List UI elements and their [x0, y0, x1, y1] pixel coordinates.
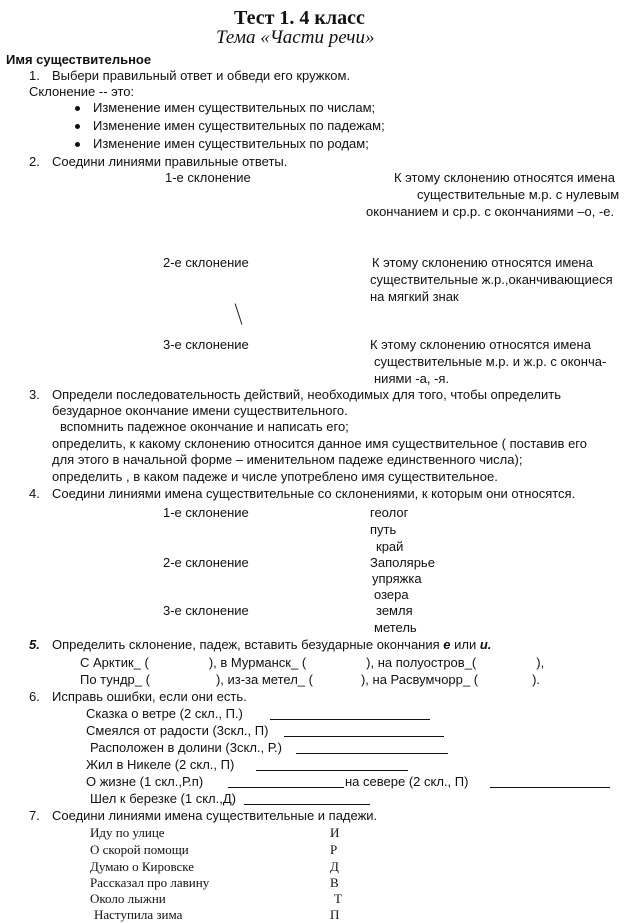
noun-word[interactable]: озера [374, 587, 409, 602]
question-number: 3. [29, 387, 40, 402]
page-subtitle: Тема «Части речи» [216, 27, 375, 48]
definition-line[interactable]: на мягкий знак [370, 289, 459, 304]
action-step[interactable]: определить , в каком падеже и числе употреблено имя существительное. [52, 469, 498, 484]
action-step[interactable]: вспомнить падежное окончание и написать его; [60, 419, 349, 434]
fill-blank[interactable]: ), на Расвумчорр_ ( [360, 672, 479, 687]
noun-word[interactable]: Заполярье [370, 555, 435, 570]
case-letter[interactable]: П [330, 907, 340, 922]
answer-line[interactable] [228, 787, 344, 788]
definition-line[interactable]: существительные м.р. и ж.р. с оконча- [374, 354, 607, 369]
definition-line[interactable]: существительные м.р. с нулевым [417, 187, 620, 202]
answer-line[interactable] [490, 787, 610, 788]
case-letter[interactable]: Т [334, 891, 342, 906]
fill-row-2 [80, 672, 540, 688]
answer-option[interactable]: Изменение имен существительных по родам; [93, 136, 369, 151]
answer-line[interactable] [284, 736, 444, 737]
question-lead: Склонение -- это: [29, 84, 135, 99]
answer-option[interactable]: Изменение имен существительных по падежам; [93, 118, 385, 133]
case-letter[interactable]: В [330, 875, 339, 890]
pencil-mark-icon [235, 303, 243, 324]
question-text [52, 637, 491, 653]
action-step-cont: для этого в начальной форме – именительном падеже единственного числа); [52, 452, 523, 467]
answer-option[interactable]: Изменение имен существительных по числам; [93, 100, 376, 115]
question-text: Выбери правильный ответ и обведи его кружком. [52, 68, 351, 83]
question-text: безударное окончание имени существительного. [52, 403, 348, 418]
letter-i: и. [479, 637, 492, 652]
answer-line[interactable] [296, 753, 448, 754]
page-title: Тест 1. 4 класс [234, 7, 365, 29]
fill-blank[interactable]: ). [532, 672, 541, 687]
question-text: Соедини линиями имена существительные со склонениями, к которым они относятся. [52, 486, 576, 501]
correction-item: на севере (2 скл., П) [345, 774, 469, 789]
fill-blank[interactable]: ), [536, 655, 545, 670]
declension-label[interactable]: 3-е склонение [163, 337, 249, 352]
noun-word[interactable]: край [376, 539, 404, 554]
fill-blank[interactable]: С Арктик_ ( [80, 655, 149, 670]
question-number: 4. [29, 486, 40, 501]
correction-item: Сказка о ветре (2 скл., П.) [86, 706, 243, 721]
answer-line[interactable] [270, 719, 430, 720]
bullet-icon [75, 124, 80, 129]
definition-line[interactable]: окончанием и ср.р. с окончаниями –о, -е. [366, 204, 615, 219]
question-text: Соедини линиями имена существительные и падежи. [52, 808, 378, 823]
action-step[interactable]: определить, к какому склонению относится данное имя существительное ( поставив его [52, 436, 587, 451]
declension-label[interactable]: 3-е склонение [163, 603, 249, 618]
fill-row-1 [80, 655, 544, 671]
phrase-item[interactable]: Около лыжни [90, 891, 166, 906]
fill-blank[interactable]: ), из-за метел_ ( [215, 672, 313, 687]
question-text: Исправь ошибки, если они есть. [52, 689, 247, 704]
correction-item: О жизне (1 скл.,Р.п) [86, 774, 204, 789]
definition-line[interactable]: К этому склонению относятся имена [370, 337, 591, 352]
answer-line[interactable] [256, 770, 408, 771]
phrase-item[interactable]: Наступила зима [94, 907, 183, 922]
correction-item: Расположен в долини (3скл., Р.) [90, 740, 282, 755]
question-number: 6. [29, 689, 40, 704]
phrase-item[interactable]: Иду по улице [90, 825, 165, 840]
noun-word[interactable]: земля [376, 603, 413, 618]
declension-label[interactable]: 1-е склонение [165, 170, 251, 185]
noun-word[interactable]: упряжка [372, 571, 422, 586]
definition-line[interactable]: ниями -а, -я. [374, 371, 450, 386]
question-number: 2. [29, 154, 40, 169]
answer-line[interactable] [244, 804, 370, 805]
definition-line[interactable]: К этому склонению относятся имена [394, 170, 615, 185]
phrase-item[interactable]: О скорой помощи [90, 842, 189, 857]
question-number: 7. [29, 808, 40, 823]
case-letter[interactable]: Д [330, 859, 339, 874]
bullet-icon [75, 106, 80, 111]
question-text: Определи последовательность действий, необходимых для того, чтобы определить [52, 387, 561, 402]
question-number: 5. [29, 637, 40, 652]
fill-blank[interactable]: По тундр_ ( [80, 672, 150, 687]
case-letter[interactable]: И [330, 825, 340, 840]
noun-word[interactable]: геолог [370, 505, 409, 520]
question-text-mid: или [450, 637, 480, 652]
question-number: 1. [29, 68, 40, 83]
noun-word[interactable]: метель [374, 620, 417, 635]
definition-line[interactable]: К этому склонению относятся имена [372, 255, 593, 270]
correction-item: Жил в Никеле (2 скл., П) [86, 757, 235, 772]
case-letter[interactable]: Р [330, 842, 338, 857]
declension-label[interactable]: 2-е склонение [163, 555, 249, 570]
declension-label[interactable]: 1-е склонение [163, 505, 249, 520]
declension-label[interactable]: 2-е склонение [163, 255, 249, 270]
noun-word[interactable]: путь [370, 522, 397, 537]
correction-item: Смеялся от радости (3скл., П) [86, 723, 269, 738]
bullet-icon [75, 142, 80, 147]
definition-line[interactable]: существительные ж.р.,оканчивающиеся [370, 272, 613, 287]
question-text-start: Определить склонение, падеж, вставить безударные окончания [52, 637, 444, 652]
fill-blank[interactable]: ), на полуостров_( [366, 655, 477, 670]
letter-e: е [443, 637, 451, 652]
correction-item: Шел к березке (1 скл.,Д) [90, 791, 236, 806]
section-heading: Имя существительное [6, 52, 152, 67]
fill-blank[interactable]: ), в Мурманск_ ( [208, 655, 307, 670]
phrase-item[interactable]: Рассказал про лавину [90, 875, 210, 890]
question-text: Соедини линиями правильные ответы. [52, 154, 288, 169]
phrase-item[interactable]: Думаю о Кировске [90, 859, 195, 874]
